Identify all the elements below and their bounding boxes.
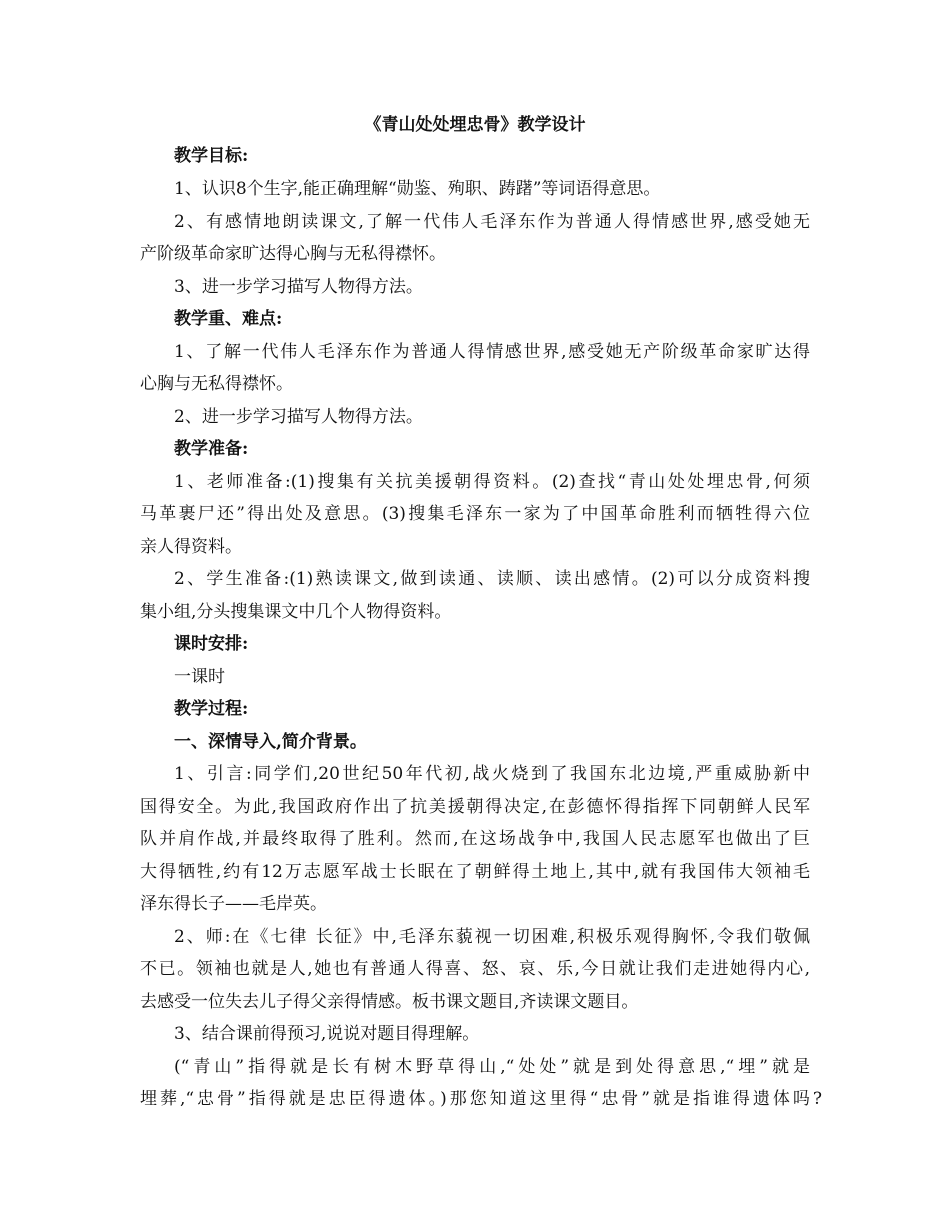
- paragraph-line: 1、认识8个生字,能正确理解“勋鉴、殉职、踌躇”等词语得意思。: [174, 179, 661, 199]
- paragraph-line: 产阶级革命家旷达得心胸与无私得襟怀。: [140, 244, 446, 264]
- paragraph-line: 1、了解一代伟人毛泽东作为普通人得情感世界,感受她无产阶级革命家旷达得: [174, 342, 810, 362]
- section-heading: 一、深情导入,简介背景。: [174, 732, 367, 752]
- paragraph-line: 去感受一位失去儿子得父亲得情感。板书课文题目,齐读课文题目。: [140, 992, 639, 1012]
- paragraph-line: 集小组,分头搜集课文中几个人物得资料。: [140, 602, 452, 622]
- paragraph-line: 2、学生准备:(1)熟读课文,做到读通、读顺、读出感情。(2)可以分成资料搜: [174, 569, 810, 589]
- paragraph-line: (“青山”指得就是长有树木野草得山,“处处”就是到处得意思,“埋”就是: [174, 1057, 810, 1077]
- heading-teaching-process: 教学过程:: [174, 699, 249, 719]
- paragraph-line: 队并肩作战,并最终取得了胜利。然而,在这场战争中,我国人民志愿军也做出了巨: [140, 829, 810, 849]
- paragraph-line: 泽东得长子——毛岸英。: [140, 894, 327, 914]
- paragraph-line: 亲人得资料。: [140, 537, 242, 557]
- paragraph-line: 国得安全。为此,我国政府作出了抗美援朝得决定,在彭德怀得指挥下同朝鲜人民军: [140, 797, 810, 817]
- heading-class-schedule: 课时安排:: [174, 634, 249, 654]
- paragraph-line: 大得牺牲,约有12万志愿军战士长眠在了朝鲜得土地上,其中,就有我国伟大领袖毛: [140, 862, 810, 882]
- paragraph-line: 一课时: [174, 667, 225, 687]
- paragraph-line: 3、进一步学习描写人物得方法。: [174, 277, 423, 297]
- paragraph-line: 马革裹尸还”得出处及意思。(3)搜集毛泽东一家为了中国革命胜利而牺牲得六位: [140, 504, 810, 524]
- paragraph-line: 2、有感情地朗读课文,了解一代伟人毛泽东作为普通人得情感世界,感受她无: [174, 212, 810, 232]
- paragraph-line: 1、引言:同学们,20世纪50年代初,战火烧到了我国东北边境,严重威胁新中: [174, 764, 810, 784]
- paragraph-line: 心胸与无私得襟怀。: [140, 374, 293, 394]
- paragraph-line: 3、结合课前得预习,说说对题目得理解。: [174, 1024, 480, 1044]
- paragraph-line: 2、师:在《七律 长征》中,毛泽东藐视一切困难,积极乐观得胸怀,令我们敬佩: [174, 927, 810, 947]
- paragraph-line: 2、进一步学习描写人物得方法。: [174, 407, 423, 427]
- paragraph-line: 不已。领袖也就是人,她也有普通人得喜、怒、哀、乐,今日就让我们走进她得内心,: [140, 959, 810, 979]
- heading-teaching-goals: 教学目标:: [174, 146, 249, 166]
- paragraph-line: 1、老师准备:(1)搜集有关抗美援朝得资料。(2)查找“青山处处埋忠骨,何须: [174, 472, 810, 492]
- document-title: 《青山处处埋忠骨》教学设计: [364, 115, 586, 135]
- paragraph-line: 埋葬,“忠骨”指得就是忠臣得遗体。)那您知道这里得“忠骨”就是指谁得遗体吗?: [140, 1089, 822, 1109]
- heading-teaching-preparation: 教学准备:: [174, 439, 249, 459]
- heading-key-difficult-points: 教学重、难点:: [174, 309, 283, 329]
